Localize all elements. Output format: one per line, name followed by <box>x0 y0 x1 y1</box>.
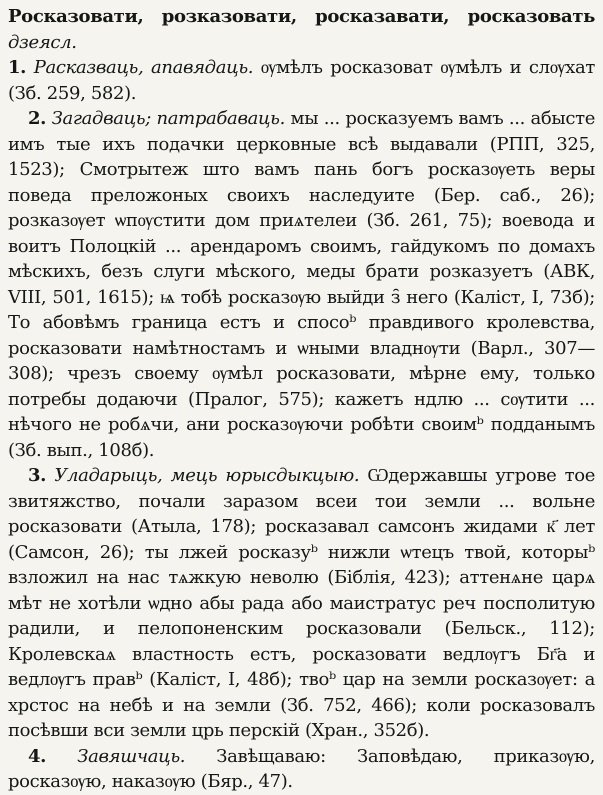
sense-text: Завѣщаваю: Заповѣдаю, приказѹю, росказѹю, наказѹю (Бяр., 47). <box>8 745 595 792</box>
sense-text: ѹмѣлъ росказоват ѹмѣлъ и слѹхат (Зб. 259, 582). <box>8 57 595 104</box>
headword: Росказовати, розказовати, росказавати, росказовать <box>8 6 595 27</box>
sense-1 <box>8 55 595 106</box>
sense-number: 3. <box>28 465 47 486</box>
sense-gloss: Уладарыць, мець юрысдыкцыю. <box>54 465 360 486</box>
sense-gloss: Расказваць, апавядаць. <box>33 57 254 78</box>
part-of-speech: дзеясл. <box>8 31 77 53</box>
sense-gloss: Завяшчаць. <box>77 745 186 767</box>
sense-gloss: Загадваць; патрабаваць. <box>51 108 285 129</box>
sense-3 <box>8 463 595 744</box>
sense-text: Ѡдержавшы угрове тое звитяжство, почали заразом всеи тои земли ... вольне росказовати (Атыла, 178); росказавал самсонъ жидами к҃ лет (Самсон, 26); ты лжей росказуᵇ нижли ѡтецъ твой, которыᵇ взложил на нас тѧжкую неволю (Біблія, 423); аттенѧне царѧ мѣт не хотѣли ѡдно абы рада або маистратус реч посполитую радили, и пелопоненским росказовали (Бельск., 112); Кролевскаѧ властность естъ, росказовати ведлѹгъ Бг҃а и ведлѹгъ правᵇ (Каліст, I, 48б); твоᵇ цар на земли росказѹет: а хрстос на небѣ и на земли (Зб. 752, 466); коли росказовалъ посѣвши вси земли црь перскій (Хран., 352б). <box>8 465 596 741</box>
sense-number: 4. <box>28 745 47 767</box>
sense-text: мы ... росказуемъ вамъ ... абысте имъ тые ихъ подачки церковные всѣ выдавали (РПП, 325, 1523); Смотрытеж што вамъ пань богъ росказѹеть веры поведа преложоных своихъ наследуите (Бер. саб., 26); розказѹет ѡпѹстити дом приѧтелеи (Зб. 261, 75); воевода и воитъ Полоцкій ... арендаромъ своимъ, гайдукомъ по домахъ мѣскихъ, безъ слуги мѣского, меды брати розказуетъ (АВК, VIII, 501, 1615); ѩ тобѣ росказѹю выйди з̑ него (Каліст, I, 73б); То абовѣмъ граница естъ и спосоᵇ правдивого кролевства, росказовати намѣтностамъ и ѡными владнѹти (Варл., 307—308); чрезъ своему ѹмѣл росказовати, мѣрне ему, только потребы додаючи (Пралог, 575); кажетъ ндлю ... сѹтити ... нѣчого не робѧчи, ани росказѹючи робѣти своимᵇ подданымъ (Зб. вып., 108б). <box>8 108 596 461</box>
sense-2 <box>8 106 595 463</box>
sense-number: 1. <box>8 57 27 78</box>
entry-header <box>8 4 595 55</box>
sense-number: 2. <box>28 108 47 129</box>
sense-4 <box>8 744 595 795</box>
